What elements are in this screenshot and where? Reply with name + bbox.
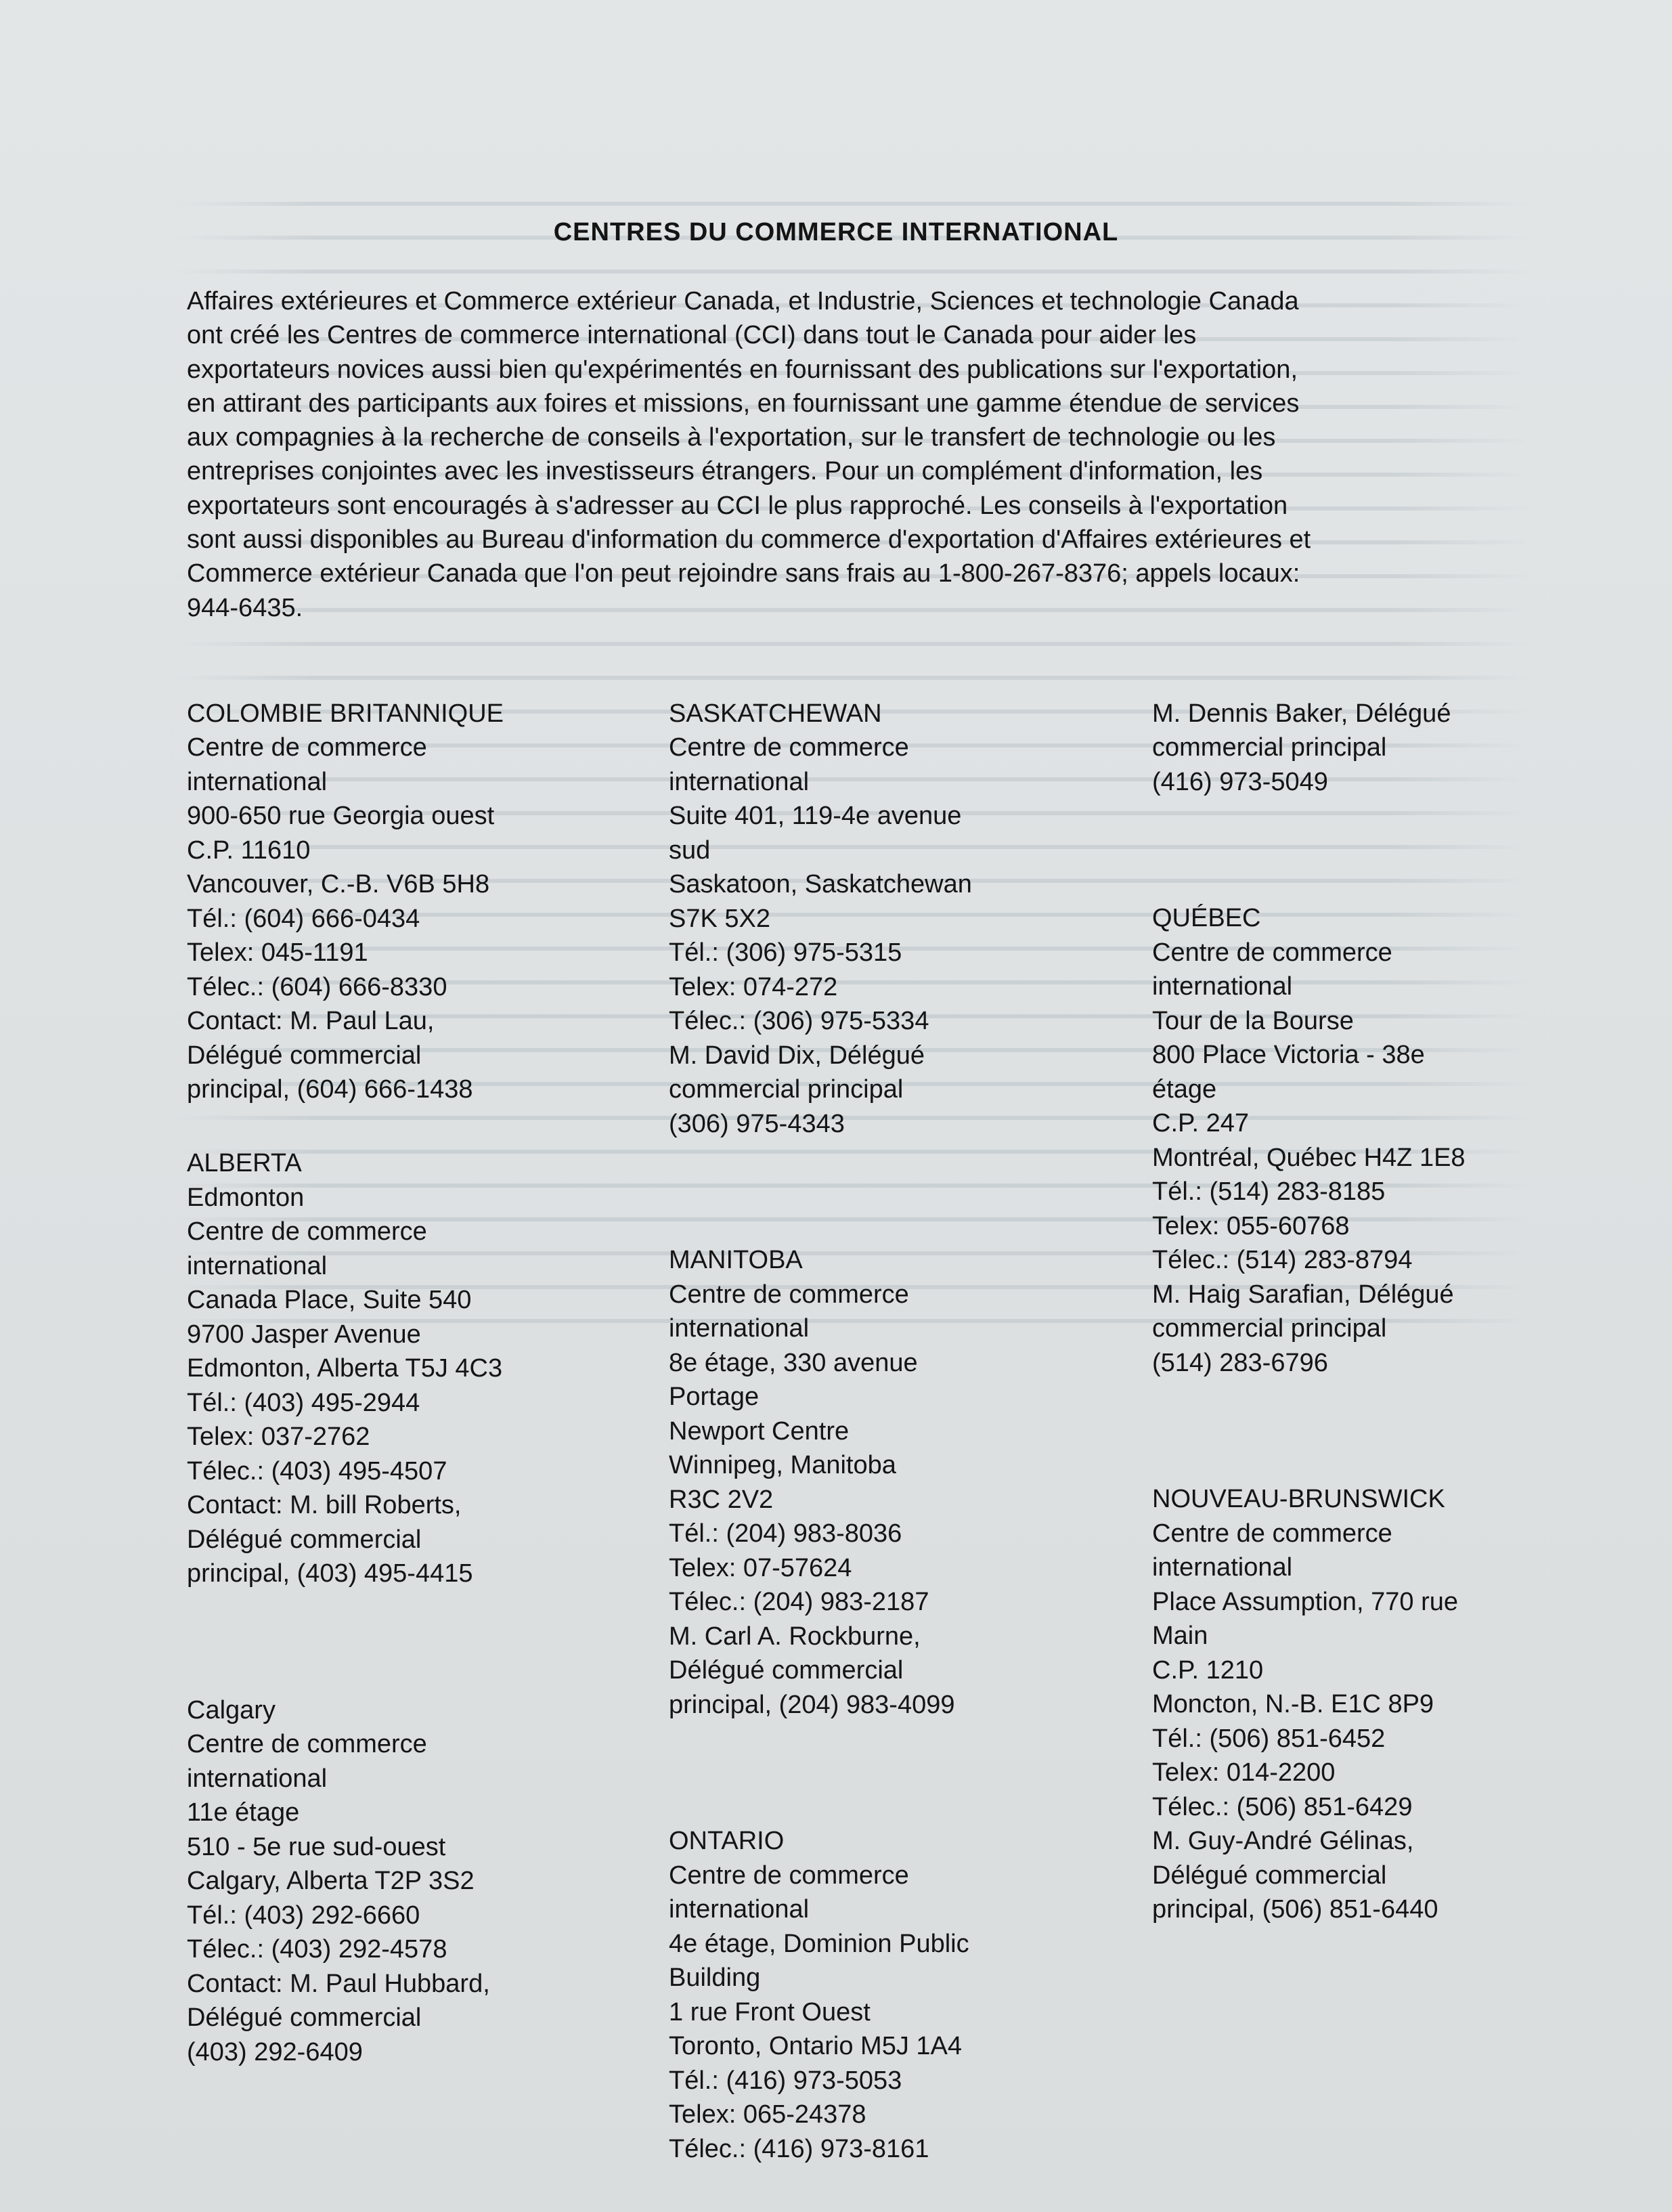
office-saskatchewan: SASKATCHEWAN Centre de commerce international Suite 401, 119-4e avenue sud Saskatoon, Saskatchewan S7K 5X2 Tél.: (306) 975-5315 Telex: 074-272 Télec.: (306) 975-5334 M. David Dix, Délégué commercial principal (306) 975-4343 — [669, 699, 972, 1138]
office-colombie-britannique: COLOMBIE BRITANNIQUE Centre de commerce international 900-650 rue Georgia ouest C.P. 11610 Vancouver, C.-B. V6B 5H8 Tél.: (604) 666-0434 Telex: 045-1191 Télec.: (604) 666-8330 Contact: M. Paul Lau, Délégué commercial principal, (604) 666-1438 — [187, 699, 504, 1104]
column-left — [187, 662, 647, 2104]
office-calgary: Calgary Centre de commerce international 11e étage 510 - 5e rue sud-ouest Calgary, Alberta T2P 3S2 Tél.: (403) 292-6660 Télec.: (403) 292-4578 Contact: M. Paul Hubbard, Délégué commercial (403) 292-6409 — [187, 1695, 490, 2066]
intro-paragraph: Affaires extérieures et Commerce extérieur Canada, et Industrie, Sciences et technologie Canada ont créé les Centres de commerce international (CCI) dans tout le Canada pour aider les exportateurs novices aussi bien qu'expérimentés en fournissant des publications sur l'exportation, en attirant des participants aux foires et missions, en fournissant une gamme étendue de services aux compagnies à la recherche de conseils à l'exportation, sur le transfert de technologie ou les entreprises conjointes avec les investisseurs étrangers. Pour un complément d'information, les exportateurs sont encouragés à s'adresser au CCI le plus rapproché. Les conseils à l'exportation sont aussi disponibles au Bureau d'information du commerce d'exportation d'Affaires extérieures et Commerce extérieur Canada que l'on peut rejoindre sans frais au 1-800-267-8376; appels locaux: 944-6435. — [187, 287, 1311, 622]
office-ontario-contact: M. Dennis Baker, Délégué commercial principal (416) 973-5049 — [1152, 699, 1451, 796]
office-manitoba: MANITOBA Centre de commerce international 8e étage, 330 avenue Portage Newport Centre Winnipeg, Manitoba R3C 2V2 Tél.: (204) 983-8036 Telex: 07-57624 Télec.: (204) 983-2187 M. Carl A. Rockburne, Délégué commercial principal, (204) 983-4099 — [669, 1246, 955, 1719]
office-nouveau-brunswick: NOUVEAU-BRUNSWICK Centre de commerce international Place Assumption, 770 rue Main C.P. 1210 Moncton, N.-B. E1C 8P9 Tél.: (506) 851-6452 Telex: 014-2200 Télec.: (506) 851-6429 M. Guy-André Gélinas, Délégué commercial principal, (506) 851-6440 — [1152, 1485, 1459, 1924]
office-alberta-edmonton: ALBERTA Edmonton Centre de commerce international Canada Place, Suite 540 9700 Jasper Avenue Edmonton, Alberta T5J 4C3 Tél.: (403) 495-2944 Telex: 037-2762 Télec.: (403) 495-4507 Contact: M. bill Roberts, Délégué commercial principal, (403) 495-4415 — [187, 1149, 503, 1588]
column-middle — [669, 662, 1129, 2200]
column-right — [1152, 662, 1626, 1961]
office-ontario: ONTARIO Centre de commerce international 4e étage, Dominion Public Building 1 rue Front Ouest Toronto, Ontario M5J 1A4 Tél.: (416) 973-5053 Telex: 065-24378 Télec.: (416) 973-8161 — [669, 1827, 969, 2163]
office-quebec: QUÉBEC Centre de commerce international Tour de la Bourse 800 Place Victoria - 38e étage C.P. 247 Montréal, Québec H4Z 1E8 Tél.: (514) 283-8185 Telex: 055-60768 Télec.: (514) 283-8794 M. Haig Sarafian, Délégué commercial principal (514) 283-6796 — [1152, 904, 1466, 1377]
page-title: CENTRES DU COMMERCE INTERNATIONAL — [553, 218, 1119, 246]
